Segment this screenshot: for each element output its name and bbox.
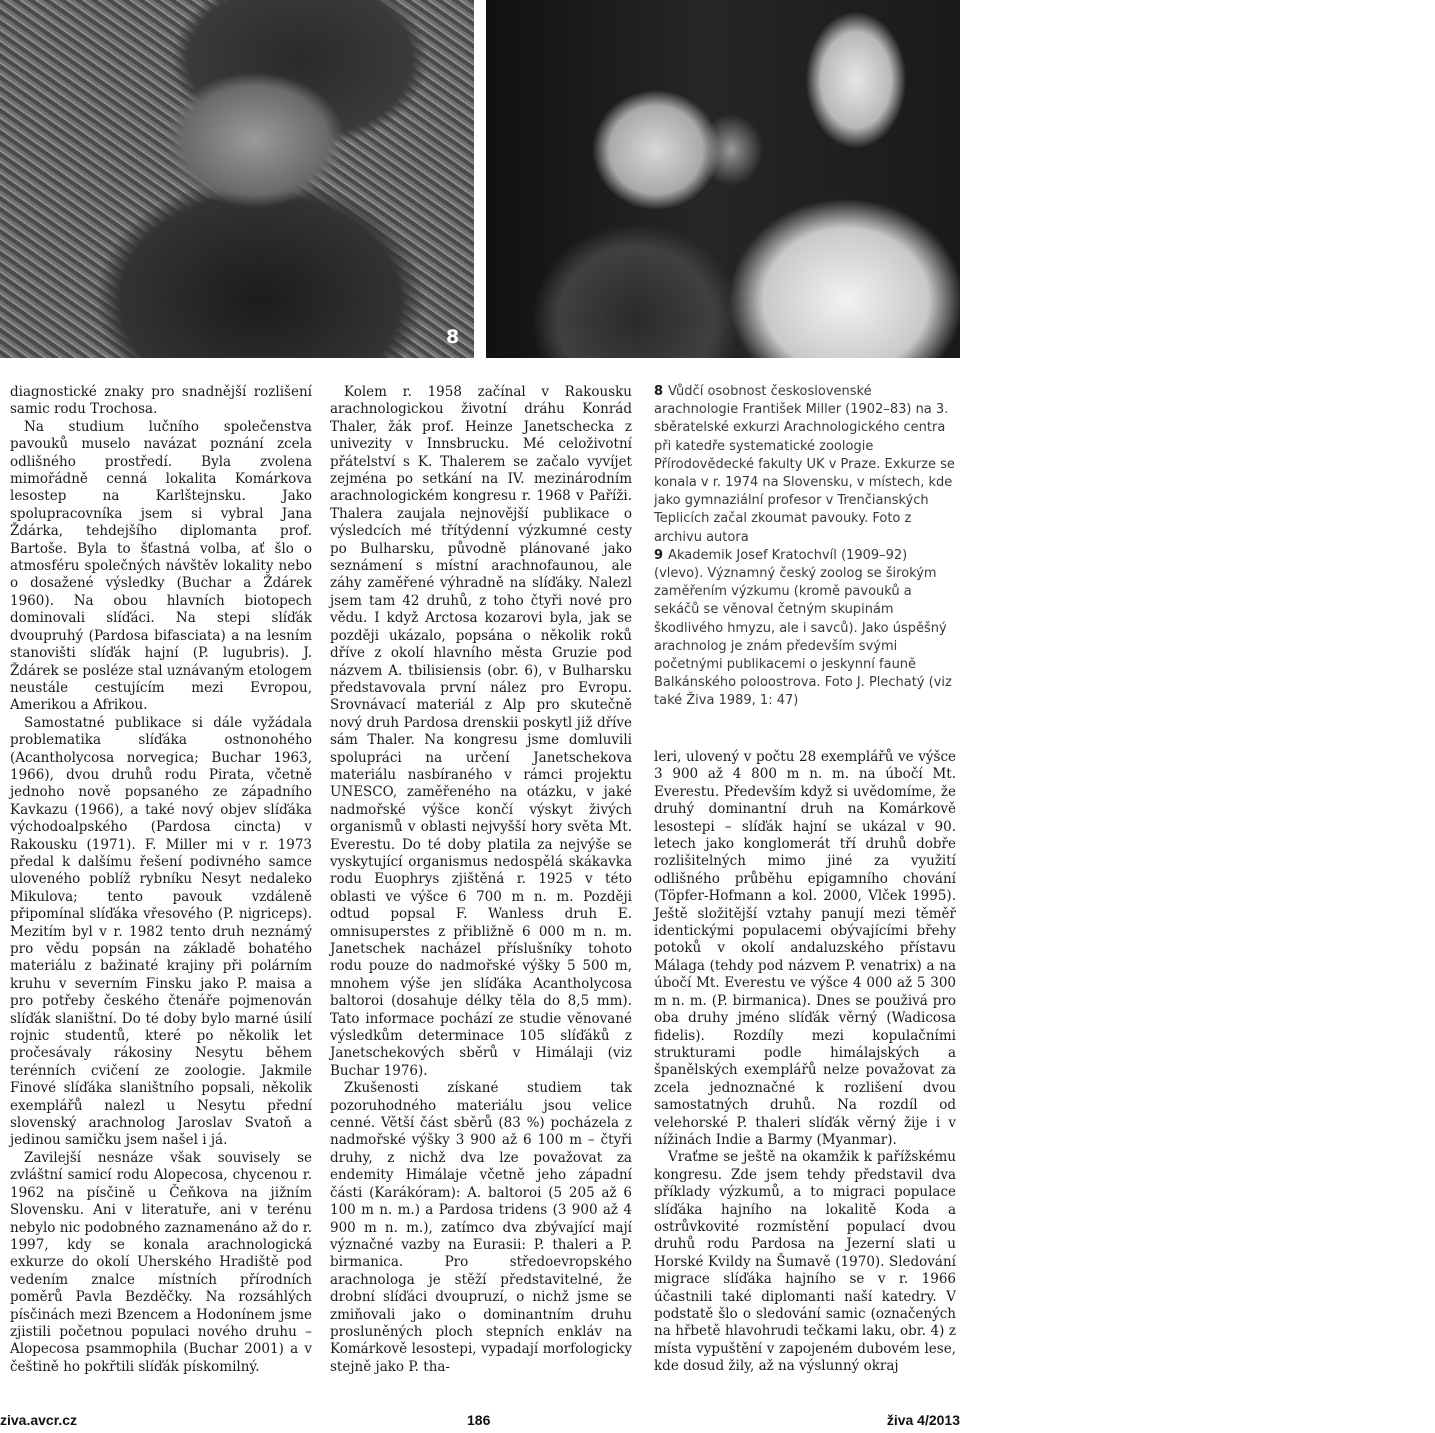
text-column-3 [654, 749, 956, 1376]
caption-9 [654, 547, 956, 711]
caption-8 [654, 383, 956, 547]
page-number: 186 [467, 1412, 491, 1428]
photo-number-9: 9 [1422, 326, 1435, 348]
photo-frantisek-miller [0, 0, 474, 358]
paragraph: diagnostické znaky pro snadnější rozlišení samic rodu Trochosa. [10, 384, 312, 418]
paragraph: Na studium lučního společenstva pavouků muselo navázat poznání zcela odlišného prostředí. Byla zvolena mimořádně cenná lokalita Komárkova lesostep na Karlštejnsku. Jako spolupracovníka jsem si vybral Jana Ždárka, tehdejšího diplomanta prof. Bartoše. Byla to šťastná volba, ať šlo o atmosféru společných návštěv lokality nebo o dosažené výsledky (Buchar a Ždárek 1960). Na obou hlavních biotopech dominovali slíďáci. Na stepi slíďák dvoupruhý (Pardosa bifasciata) a na lesním stanovišti slíďák hajní (P. lugubris). J. Ždárek se posléze stal uznávaným etologem neustále cestujícím mezi Evropou, Amerikou a Afrikou. [10, 418, 312, 714]
caption-text: Akademik Josef Kratochvíl (1909–92) (vlevo). Významný český zoolog se širokým zaměřením výzkumu (kromě pavouků a sekáčů se věnoval četným skupinám škodlivého hmyzu, ale i savců). Jako úspěšný arachnolog je znám především svými početnými publikacemi o jeskynní fauně Balkánského poloostrova. Foto J. Plechatý (viz také Živa 1989, 1: 47) [654, 547, 952, 709]
footer-issue: živa 4/2013 [886, 1412, 960, 1428]
caption-number: 9 [654, 547, 664, 563]
caption-text: Vůdčí osobnost československé arachnologie František Miller (1902–83) na 3. sběratelské exkurzi Arachnologického centra při katedře systematické zoologie Přírodovědecké fakulty UK v Praze. Exkurze se konala v r. 1974 na Slovensku, v místech, kde jako gymnaziální profesor v Trenčianských Teplicích začal zkoumat pavouky. Foto z archivu autora [654, 384, 955, 545]
photo-captions [654, 383, 956, 711]
paragraph: Vraťme se ještě na okamžik k pařížskému kongresu. Zde jsem tehdy představil dva příklady výzkumů, a to migraci populace slíďáka hajního na lokalitě Koda a ostrůvkovité rozmístění populací dvou druhů rodu Pardosa na Jezerní slati u Horské Kvildy na Šumavě (1970). Sledování migrace slíďáka hajního se v r. 1966 účastnili také diplomanti naší katedry. V podstatě šlo o sledování samic (označených na hřbetě hlavohrudi tečkami laku, obr. 4) z místa vypuštění v zapojeném dubovém lese, kde dosud žily, až na výslunný okraj [654, 1149, 956, 1375]
paragraph: Kolem r. 1958 začínal v Rakousku arachnologickou životní dráhu Konrád Thaler, žák prof. Heinze Janetschecka z univezity v Innsbrucku. Mé celoživotní přátelství s K. Thalerem se začalo vyvíjet zejména po setkání na IV. mezinárodním arachnologickém kongresu r. 1968 v Paříži. Thalera zaujala nejnovější publikace o výsledcích mé třítýdenní výzkumné cesty po Bulharsku, původně plánované jako seznámení s místní arachnofaunou, ale záhy zaměřené výhradně na slíďáky. Nalezl jsem tam 42 druhů, z toho čtyři nové pro vědu. I když Arctosa kozarovi byla, jak se později ukázalo, popsána o několik roků dříve z okolí hlavního města Gruzie pod názvem A. tbilisiensis (obr. 6), v Bulharsku představovala první nález pro Evropu. Srovnávací materiál z Alp pro skutečně nový druh Pardosa drenskii poskytl již dříve sám Thaler. Na kongresu jsme domluvili spolupráci na určení Janetschekova materiálu nasbíraného v rámci projektu UNESCO, zaměřeného na otázku, v jaké nadmořské výšce končí výskyt živých organismů v oblasti nejvyšší hory světa Mt. Everestu. Do té doby platila za nejvýše se vyskytující organismus nedospělá skákavka rodu Euophrys zjištěná r. 1925 v této oblasti ve výšce 6 700 m n. m. Později odtud popsal F. Wanless druh E. omnisuperstes z přibližně 6 000 m n. m. Janetschek nacházel příslušníky tohoto rodu pouze do nadmořské výšky 5 500 m, mnohem výše jen slíďáka Acantholycosa baltoroi (dosahuje délky těla do 8,5 mm). Tato informace pochází ze studie věnované výsledkům determinace 105 slíďáků z Janetschekových sběrů v Himálaji (viz Buchar 1976). [330, 384, 632, 1079]
photo-josef-kratochvil [486, 0, 1435, 358]
text-column-2 [330, 384, 632, 1376]
footer-website: ziva.avcr.cz [0, 1412, 78, 1428]
paragraph: Samostatné publikace si dále vyžádala problematika slíďáka ostnonohého (Acantholycosa norvegica; Buchar 1963, 1966), dvou druhů rodu Pirata, včetně jednoho nově popsaného ze západního Kavkazu (1966), a také nový objev slíďáka východoalpského (Pardosa cincta) v Rakousku (1971). F. Miller mi v r. 1973 předal k dalšímu řešení podivného samce uloveného poblíž rybníku Nesyt nedaleko Mikulova; tento pavouk vzdáleně připomínal slíďáka vřesového (P. nigriceps). Mezitím byl v r. 1982 tento druh neznámý pro vědu popsán na základě bohatého materiálu z bažinaté krajiny při polárním kruhu v severním Finsku jako P. maisa a pro potřeby českého čtenáře pojmenován slíďák slaništní. Do té doby bylo marné úsilí rojnic studentů, které po několik let pročesávaly rákosiny Nesytu během terénních cvičení ze zoologie. Jakmile Finové slíďáka slaništního popsali, několik exemplářů nalezl u Nesytu přední slovenský arachnolog Jaroslav Svatoň a jedinou samičku jsem našel i já. [10, 714, 312, 1149]
paragraph: leri, ulovený v počtu 28 exemplářů ve výšce 3 900 až 4 800 m n. m. na úbočí Mt. Everestu. Především když si uvědomíme, že druhý dominantní druh na Komárkově lesostepi – slíďák hajní se ukázal v 90. letech jako konglomerát tří druhů dobře rozlišitelných mimo jiné za využití odlišného průběhu epigamního chování (Töpfer-Hofmann a kol. 2000, Vlček 1995). Ještě složitější vztahy panují mezi těměř identickými populacemi obývajícími břehy potoků v okolí andaluzského přístavu Málaga (tehdy pod názvem P. venatrix) a na úbočí Mt. Everestu ve výšce 4 000 až 5 300 m n. m. (P. birmanica). Dnes se použivá pro oba druhy jméno slíďák věrný (Wadicosa fidelis). Rozdíly mezi kopulačními strukturami podle himálajských a španělských exemplářů nelze považovat za zcela jednoznačné k rozlišení dvou samostatných druhů. Na rozdíl od velehorské P. thaleri slíďák věrný žije i v nížinách Indie a Barmy (Myanmar). [654, 749, 956, 1148]
paragraph: Zkušenosti získané studiem tak pozoruhodného materiálu jsou velice cenné. Větší část sběrů (83 %) pocházela z nadmořské výšky 3 900 až 6 100 m – čtyři druhy, z nichž dva lze považovat za endemity Himálaje včetně jeho západní části (Karákóram): A. baltoroi (5 205 až 6 100 m n. m.) a Pardosa tridens (3 900 až 4 900 m n. m.), zatímco dva zbývající mají význačné vazby na Eurasii: P. thaleri a P. birmanica. Pro středoevropského arachnologa je stěží představitelné, že drobní slíďáci dvoupruzí, o nichž jsme se zmiňovali jako o dominantním druhu prosluněných ploch stepních enkláv na Komárkově lesostepi, vypadají morfologicky stejně jako P. tha- [330, 1080, 632, 1375]
caption-number: 8 [654, 384, 664, 399]
paragraph: Zavilejší nesnáze však souvisely se zvláštní samicí rodu Alopecosa, chycenou r. 1962 na písčině u Čeňkova na jižním Slovensku. Ani v literatuře, ani v terénu nebylo nic podobného zaznamenáno až do r. 1997, kdy se konala arachnologická exkurze do okolí Uherského Hradiště pod vedením znalce místních přírodních poměrů Pavla Bezděčky. Na rozsáhlých písčinách mezi Bzencem a Hodonínem jsme zjistili početnou populaci nového druhu – Alopecosa psammophila (Buchar 2001) a v češtině ho pokřtili slíďák pískomilný. [10, 1149, 312, 1375]
text-column-1 [10, 384, 312, 1376]
photo-number-8: 8 [446, 326, 460, 348]
